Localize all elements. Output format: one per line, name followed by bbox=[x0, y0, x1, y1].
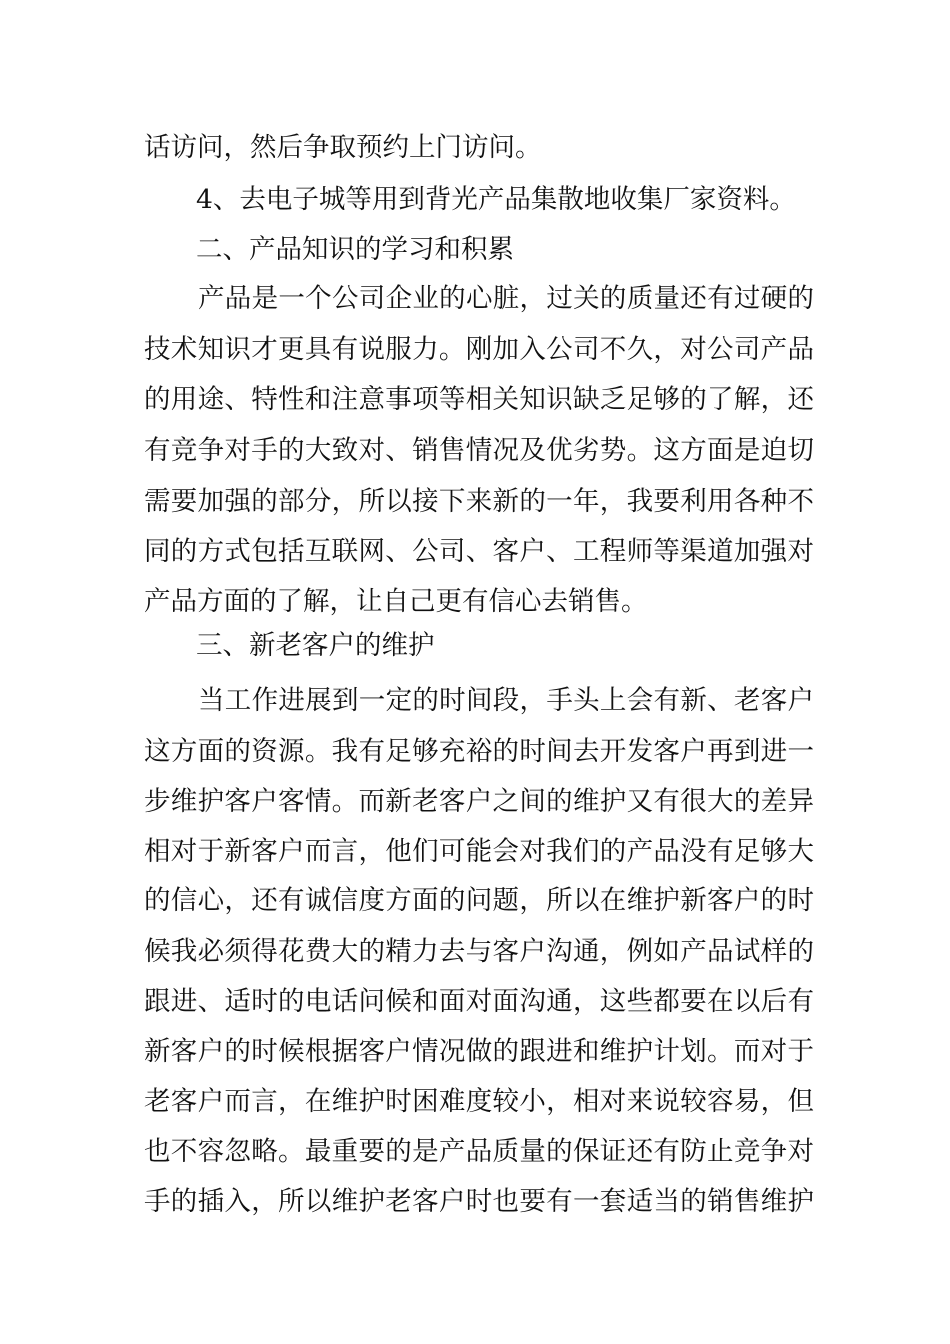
text-line: 技术知识才更具有说服力。刚加入公司不久，对公司产品 bbox=[144, 334, 814, 365]
text-line: 老客户而言，在维护时困难度较小，相对来说较容易，但 bbox=[144, 1086, 814, 1117]
text-line: 产品方面的了解，让自己更有信心去销售。 bbox=[144, 586, 648, 617]
text-line: 也不容忽略。最重要的是产品质量的保证还有防止竞争对 bbox=[144, 1136, 814, 1167]
text-line: 步维护客户客情。而新老客户之间的维护又有很大的差异 bbox=[144, 786, 814, 817]
section-heading: 二、产品知识的学习和积累 bbox=[196, 234, 514, 265]
section-heading: 三、新老客户的维护 bbox=[196, 630, 435, 661]
text-line: 新客户的时候根据客户情况做的跟进和维护计划。而对于 bbox=[144, 1036, 814, 1067]
text-line: 的信心，还有诚信度方面的问题，所以在维护新客户的时 bbox=[144, 885, 814, 916]
paragraph-first-line: 当工作进展到一定的时间段，手头上会有新、老客户 bbox=[198, 685, 814, 716]
text-line: 需要加强的部分，所以接下来新的一年，我要利用各种不 bbox=[144, 486, 814, 517]
paragraph-first-line: 产品是一个公司企业的心脏，过关的质量还有过硬的 bbox=[198, 283, 814, 314]
text-line: 的用途、特性和注意事项等相关知识缺乏足够的了解，还 bbox=[144, 384, 814, 415]
text-line: 跟进、适时的电话问候和面对面沟通，这些都要在以后有 bbox=[144, 986, 814, 1017]
text-line: 手的插入，所以维护老客户时也要有一套适当的销售维护 bbox=[144, 1186, 814, 1217]
text-line: 有竞争对手的大致对、销售情况及优劣势。这方面是迫切 bbox=[144, 435, 814, 466]
text-line: 话访问，然后争取预约上门访问。 bbox=[144, 132, 542, 163]
list-item: 4、去电子城等用到背光产品集散地收集厂家资料。 bbox=[196, 184, 796, 215]
text-line: 这方面的资源。我有足够充裕的时间去开发客户再到进一 bbox=[144, 736, 814, 767]
text-line: 相对于新客户而言，他们可能会对我们的产品没有足够大 bbox=[144, 836, 814, 867]
text-line: 候我必须得花费大的精力去与客户沟通，例如产品试样的 bbox=[144, 936, 814, 967]
text-line: 同的方式包括互联网、公司、客户、工程师等渠道加强对 bbox=[144, 536, 814, 567]
